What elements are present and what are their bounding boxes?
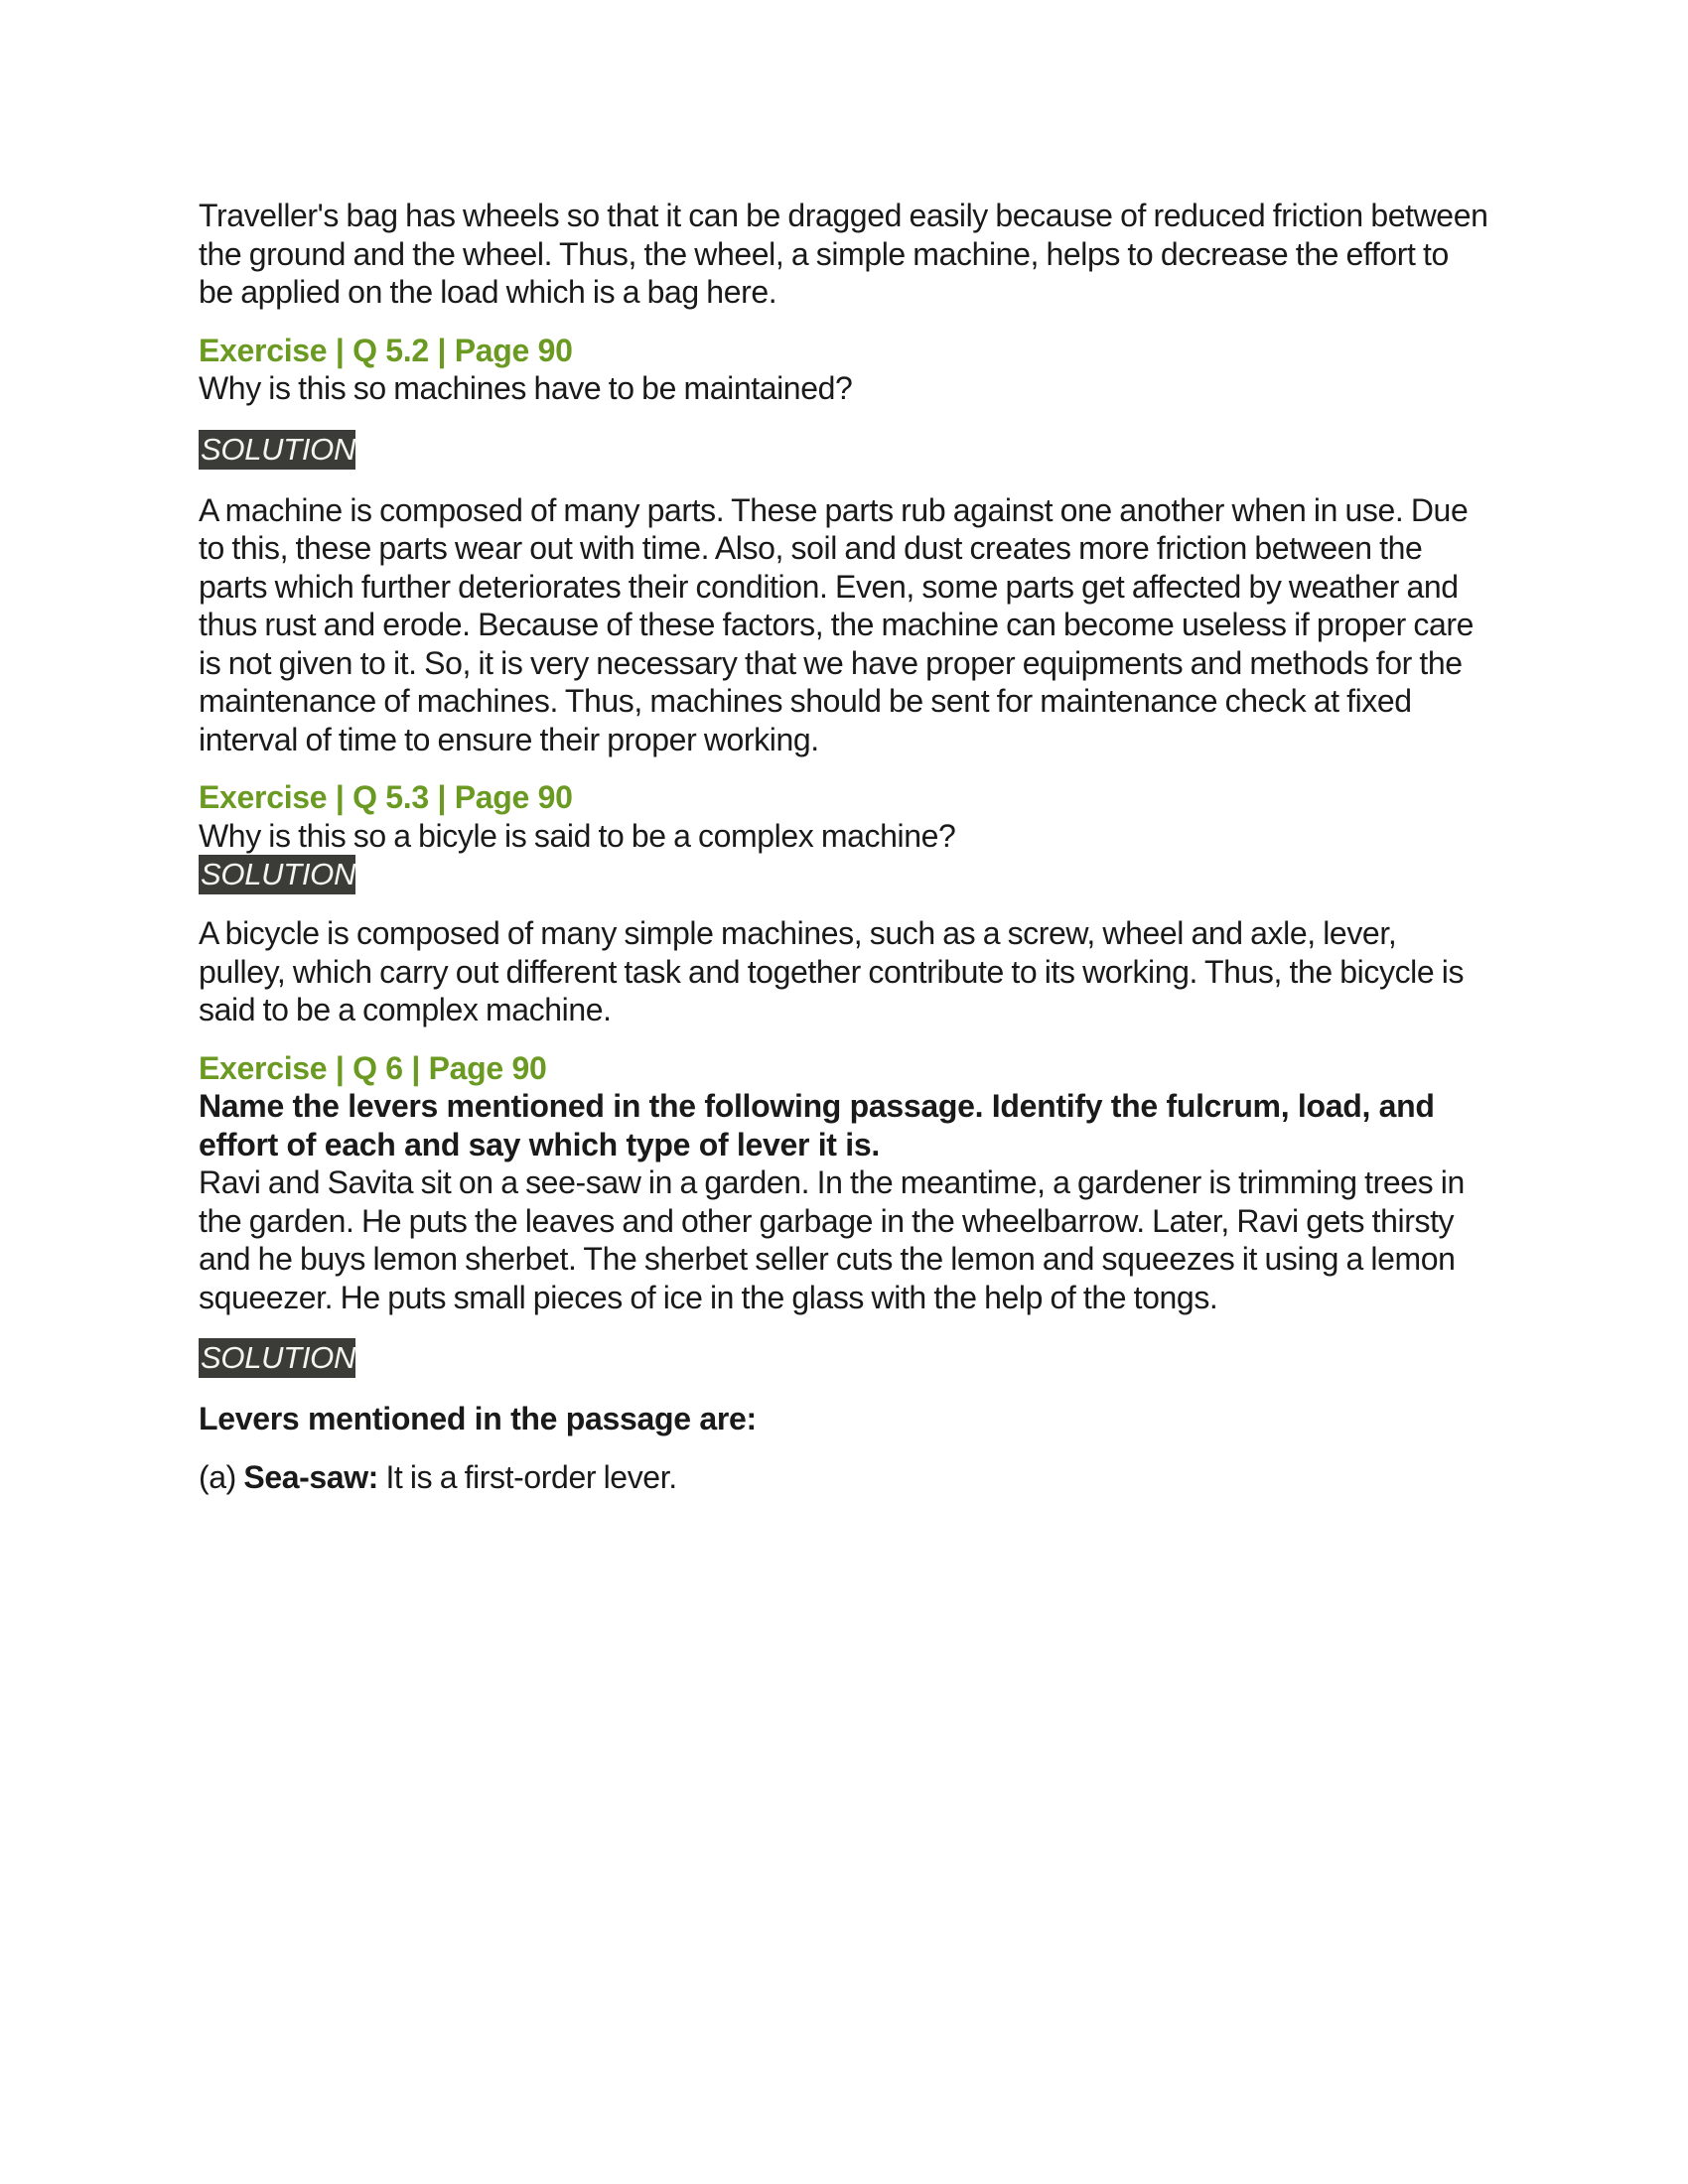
answer-q5-3: A bicycle is composed of many simple machines, such as a screw, wheel and axle, lever, pulley, which carry out different task and together contribute to its working. Thus, the bicycle is said to be a complex machine. bbox=[199, 915, 1465, 1027]
lever-item-a-term: Sea-saw: bbox=[243, 1458, 378, 1495]
exercise-heading-q6: Exercise | Q 6 | Page 90 bbox=[199, 1049, 547, 1086]
answer-q5-2: A machine is composed of many parts. These parts rub against one another when in use. Due to this, these parts wear out with time. Also, soil and dust creates more friction between the parts which further deteriorates their condition. Even, some parts get affected by weather and thus rust and erode. Because of these factors, the machine can become useless if proper care is not given to it. So, it is very necessary that we have proper equipments and methods for the maintenance of machines. Thus, machines should be sent for maintenance check at fixed interval of time to ensure their proper working. bbox=[199, 491, 1475, 757]
solution-badge-wrap bbox=[199, 855, 1489, 896]
document-page bbox=[199, 197, 1489, 1496]
question-q5-3: Why is this so a bicyle is said to be a complex machine? bbox=[199, 817, 956, 854]
question-q6: Name the levers mentioned in the following passage. Identify the fulcrum, load, and effort of each and say which type of lever it is. bbox=[199, 1088, 1435, 1162]
solution-badge: SOLUTION bbox=[199, 430, 355, 470]
intro-paragraph: Traveller's bag has wheels so that it can be dragged easily because of reduced friction between the ground and the wheel. Thus, the wheel, a simple machine, helps to decrease the effort to be applied on the load which is a bag here. bbox=[199, 198, 1488, 310]
question-q5-2: Why is this so machines have to be maintained? bbox=[199, 370, 853, 406]
solution-badge: SOLUTION bbox=[199, 1338, 355, 1378]
solution-badge-wrap bbox=[199, 430, 1489, 472]
lever-item-a-prefix: (a) bbox=[199, 1458, 244, 1495]
solution-badge-wrap bbox=[199, 1338, 1489, 1380]
exercise-heading-q5-2: Exercise | Q 5.2 | Page 90 bbox=[199, 332, 573, 368]
solution-badge: SOLUTION bbox=[199, 855, 355, 894]
lever-item-a bbox=[199, 1458, 1489, 1497]
exercise-heading-q5-3: Exercise | Q 5.3 | Page 90 bbox=[199, 779, 573, 815]
lever-item-a-text: It is a first-order lever. bbox=[377, 1458, 677, 1495]
passage-q6: Ravi and Savita sit on a see-saw in a garden. In the meantime, a gardener is trimming trees in the garden. He puts the leaves and other garbage in the wheelbarrow. Later, Ravi gets thirsty and he buys lemon sherbet. The sherbet seller cuts the lemon and squeezes it using a lemon squeezer. He puts small pieces of ice in the glass with the help of the tongs. bbox=[199, 1164, 1465, 1315]
answer-heading-q6: Levers mentioned in the passage are: bbox=[199, 1401, 757, 1436]
